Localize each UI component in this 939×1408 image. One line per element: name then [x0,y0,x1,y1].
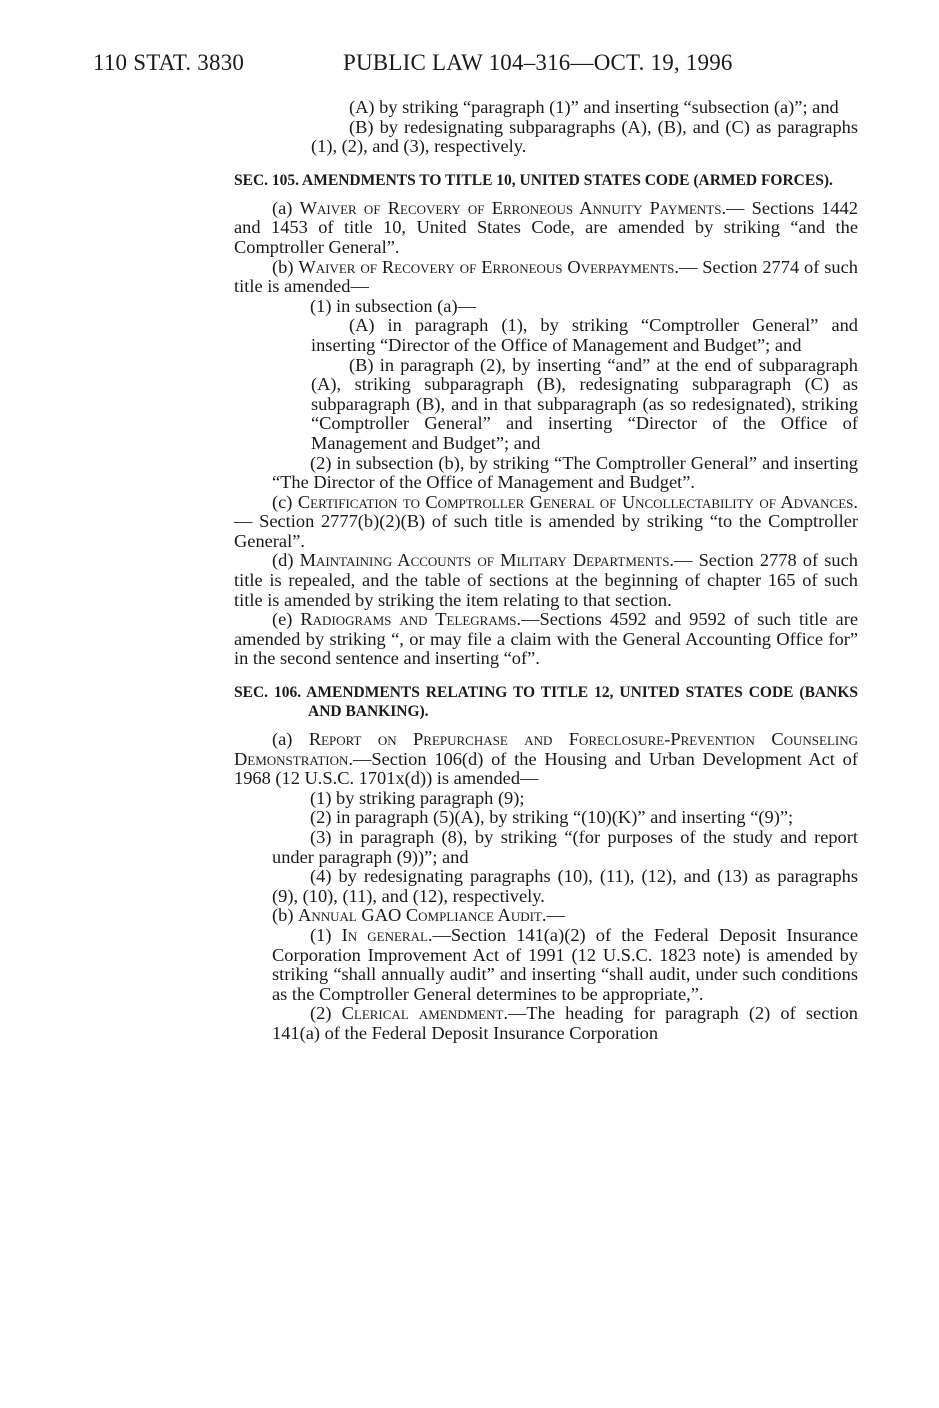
paragraph-text: Section 141(a)(2) of the Federal Deposit Insurance Corporation Improvement Act of 1991 (12 U.S.C. 1823 note) is amended by striking “shall annually audit” and inserting “shall audit, under such conditions as the Comptroller General determines to be appropriate,”. [272,924,858,1004]
sec106-a-paragraph-4: (4) by redesignating paragraphs (10), (11), (12), and (13) as paragraphs (9), (10), (11), and (12), respectively. [272,866,858,906]
sec105-b-1-subparagraph-a: (A) in paragraph (1), by striking “Comptroller General” and inserting “Director of the Office of Management and Budget”; and [311,315,858,355]
section-106-heading: SEC. 106. AMENDMENTS RELATING TO TITLE 12, UNITED STATES CODE (BANKS AND BANKING). [234,684,858,721]
sec106-b-paragraph-1 [234,926,858,1004]
sec106-a-paragraph-1: (1) by striking paragraph (9); [310,787,525,808]
paragraph-heading: Clerical amendment.— [341,1003,527,1024]
subsection-heading: Certification to Comptroller General of Uncollectability of Advances.— [234,491,858,532]
sec105-subsection-c [234,493,858,552]
paragraph-text: The heading for paragraph (2) of section 141(a) of the Federal Deposit Insurance Corporation [272,1003,858,1043]
subsection-heading: Annual GAO Compliance Audit.— [298,905,565,926]
sec105-subsection-b [234,258,858,297]
sec105-subsection-e [234,610,858,669]
subsection-label: (b) [272,905,299,926]
section-105-heading: SEC. 105. AMENDMENTS TO TITLE 10, UNITED STATES CODE (ARMED FORCES). [234,171,833,189]
subsection-text: Section 2778 of such title is repealed, and the table of sections at the beginning of chapter 165 of such title is amended by striking the item relating to that section. [234,550,858,610]
subsection-text: Sections 4592 and 9592 of such title are amended by striking “, or may file a claim with the General Accounting Office for” in the second sentence and inserting “of”. [234,609,858,669]
clause-b: (B) by redesignating subparagraphs (A), (B), and (C) as paragraphs (1), (2), and (3), respectively. [311,116,858,157]
subsection-label: (c) [272,491,298,512]
subsection-label: (a) [272,729,309,750]
subsection-text: Section 106(d) of the Housing and Urban Development Act of 1968 (12 U.S.C. 1701x(d)) is amended— [234,748,858,789]
document-body [234,98,858,1044]
subsection-label: (b) [272,256,299,277]
subsection-heading: Report on Prepurchase and Foreclosure-Prevention Counseling Demonstration.— [234,729,858,769]
sec106-subsection-b [234,906,858,926]
subsection-heading: Radiograms and Telegrams.— [300,609,540,630]
subsection-text: Sections 1442 and 1453 of title 10, United States Code, are amended by striking “and the Comptroller General”. [234,197,858,257]
clause-a: (A) by striking “paragraph (1)” and inserting “subsection (a)”; and [349,97,839,117]
subsection-label: (d) [272,550,300,571]
subsection-heading: Maintaining Accounts of Military Departments.— [299,550,693,571]
sec106-a-paragraph-2: (2) in paragraph (5)(A), by striking “(10)(K)” and inserting “(9)”; [310,807,794,828]
subsection-label: (e) [272,609,301,630]
subsection-label: (a) [272,197,300,218]
page-header [93,50,859,80]
paragraph-heading: In general.— [341,924,451,945]
sec105-b-paragraph-2: (2) in subsection (b), by striking “The Comptroller General” and inserting “The Director of the Office of Management and Budget”. [272,452,858,493]
paragraph-label: (1) [310,924,342,945]
public-law-title: PUBLIC LAW 104–316—OCT. 19, 1996 [343,50,733,75]
paragraph-label: (2) [310,1003,342,1024]
statute-page-number: 110 STAT. 3830 [93,50,245,75]
subsection-text: Section 2777(b)(2)(B) of such title is amended by striking “to the Comptroller General”. [234,511,858,551]
sec105-subsection-a [234,199,858,258]
subsection-text: Section 2774 of such title is amended— [234,256,858,297]
subsection-heading: Waiver of Recovery of Erroneous Overpayments.— [298,256,698,277]
sec106-a-paragraph-3: (3) in paragraph (8), by striking “(for purposes of the study and report under paragraph (9))”; and [272,827,858,867]
subsection-heading: Waiver of Recovery of Erroneous Annuity Payments.— [299,197,745,218]
sec106-b-paragraph-2 [234,1004,858,1043]
sec105-b-paragraph-1: (1) in subsection (a)— [310,295,476,316]
sec106-subsection-a [234,730,858,789]
sec105-subsection-d [234,551,858,610]
sec105-b-1-subparagraph-b: (B) in paragraph (2), by inserting “and” at the end of subparagraph (A), striking subparagraph (B), redesignating subparagraph (C) as subparagraph (B), and in that subparagraph (as so redesignated), striking “Comptroller General” and inserting “Director of the Office of Management and Budget”; and [311,354,858,453]
